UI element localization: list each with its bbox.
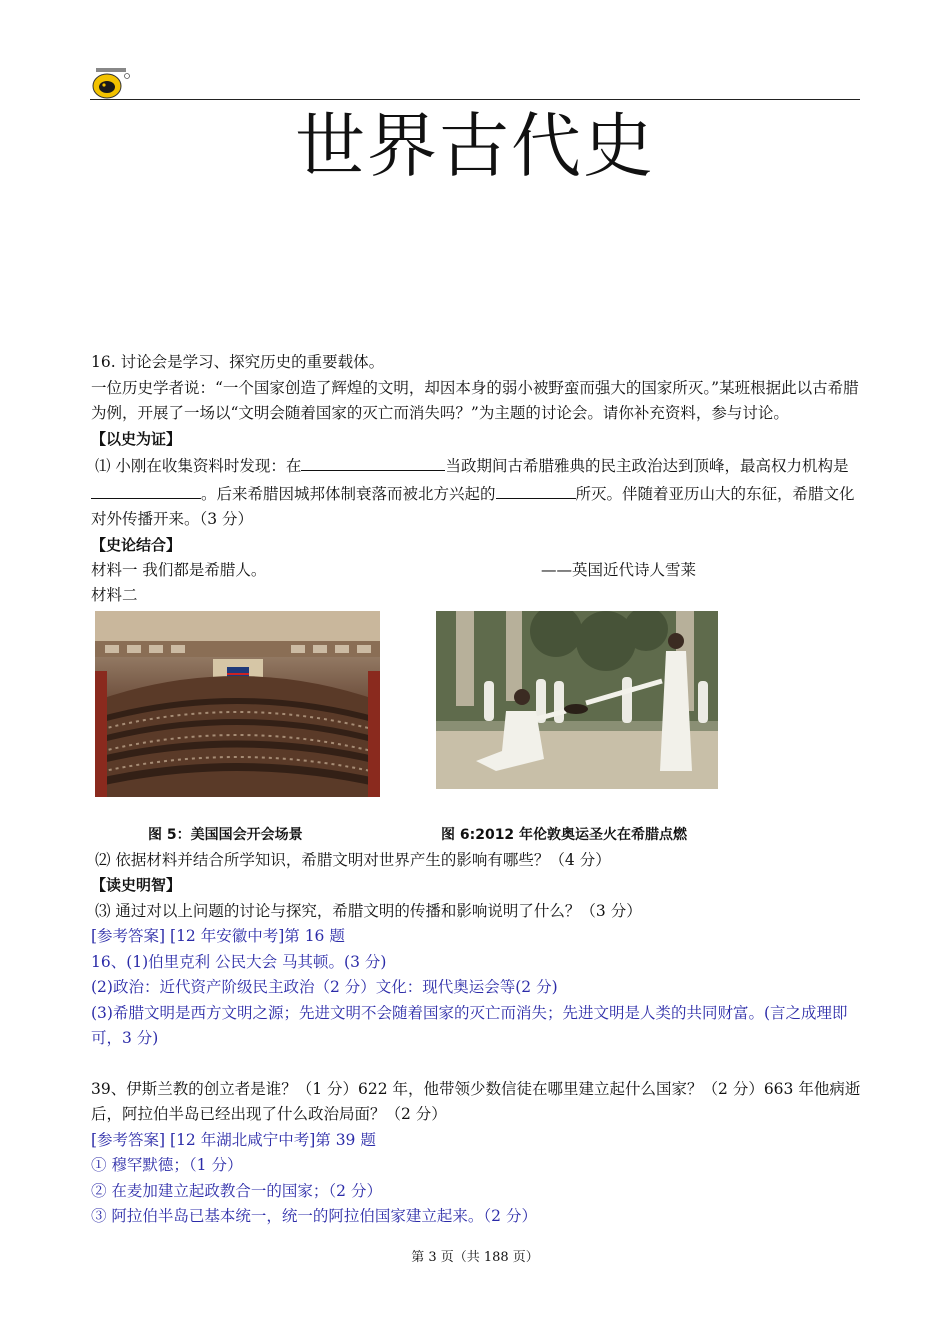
material-source: ——英国近代诗人雪莱 [541,561,697,579]
answer-line: (2)政治：近代资产阶级民主政治（2 分）文化：现代奥运会等(2 分) [91,978,558,996]
answer-line: 16、(1)伯里克利 公民大会 马其顿。(3 分) [91,952,387,971]
answer-line: (3)希腊文明是西方文明之源；先进文明不会随着国家的灭亡而消失；先进文明是人类的共同财富。(言之成理即可，3 分) [91,1003,848,1047]
answer-blank[interactable] [301,452,445,471]
answer-line: ③ 阿拉伯半岛已基本统一，统一的阿拉伯国家建立起来。（2 分） [91,1207,537,1225]
answer-reference: [参考答案] [12 年安徽中考]第 16 题 [91,927,345,945]
figure-6-caption: 图 6:2012 年伦敦奥运圣火在希腊点燃 [441,826,688,843]
figures-row [91,611,861,823]
section-heading: 【读史明智】 [91,876,182,894]
page-title: 世界古代史 [295,105,655,187]
olympic-flame-photo [436,611,718,789]
sub-question-3: ⑶ 通过对以上问题的讨论与探究，希腊文明的传播和影响说明了什么？（3 分） [95,901,642,920]
figure-captions [91,823,861,848]
question-stem: 16. 讨论会是学习、探究历史的重要载体。 [91,353,385,371]
section-heading: 【史论结合】 [91,535,182,554]
answer-line: ① 穆罕默德；（1 分） [91,1156,243,1174]
answer-blank[interactable] [91,480,201,499]
material-two-label: 材料二 [91,586,138,604]
publisher-logo [90,66,132,100]
page-footer: 第 3 页（共 188 页） [411,1250,539,1265]
section-heading: 【以史为证】 [91,429,182,448]
us-congress-photo [95,611,380,797]
question-intro: 一位历史学者说：“一个国家创造了辉煌的文明，却因本身的弱小被野蛮而强大的国家所灭。”某班根据此以古希腊为例，开展了一场以“文明会随着国家的灭亡而消失吗？”为主题的讨论会。请你补充资料，参与讨论。 [91,378,859,422]
answer-line: ② 在麦加建立起政教合一的国家；（2 分） [91,1181,382,1200]
sub-question-2: ⑵ 依据材料并结合所学知识，希腊文明对世界产生的影响有哪些？（4 分） [95,850,611,869]
answer-blank[interactable] [496,480,576,499]
answer-reference: [参考答案] [12 年湖北咸宁中考]第 39 题 [91,1130,376,1149]
sub-question-1: ⑴ 小刚在收集资料时发现：在 当政期间古希腊雅典的民主政治达到顶峰，最高权力机构是。后来希腊因城邦体制衰落而被北方兴起的 所灭。伴随着亚历山大的东征，希腊文化对外传播开来。（3 分） [91,452,861,533]
question-16-block [91,350,861,1230]
question-39-stem: 39、伊斯兰教的创立者是谁？（1 分）622 年，他带领少数信徒在哪里建立起什么国家？（2 分）663 年他病逝后，阿拉伯半岛已经出现了什么政治局面？（2 分） [91,1079,861,1123]
material-one: 材料一 我们都是希腊人。 ——英国近代诗人雪莱 [91,558,861,583]
figure-5-caption: 图 5：美国国会开会场景 [148,826,303,843]
header-rule [90,99,860,100]
